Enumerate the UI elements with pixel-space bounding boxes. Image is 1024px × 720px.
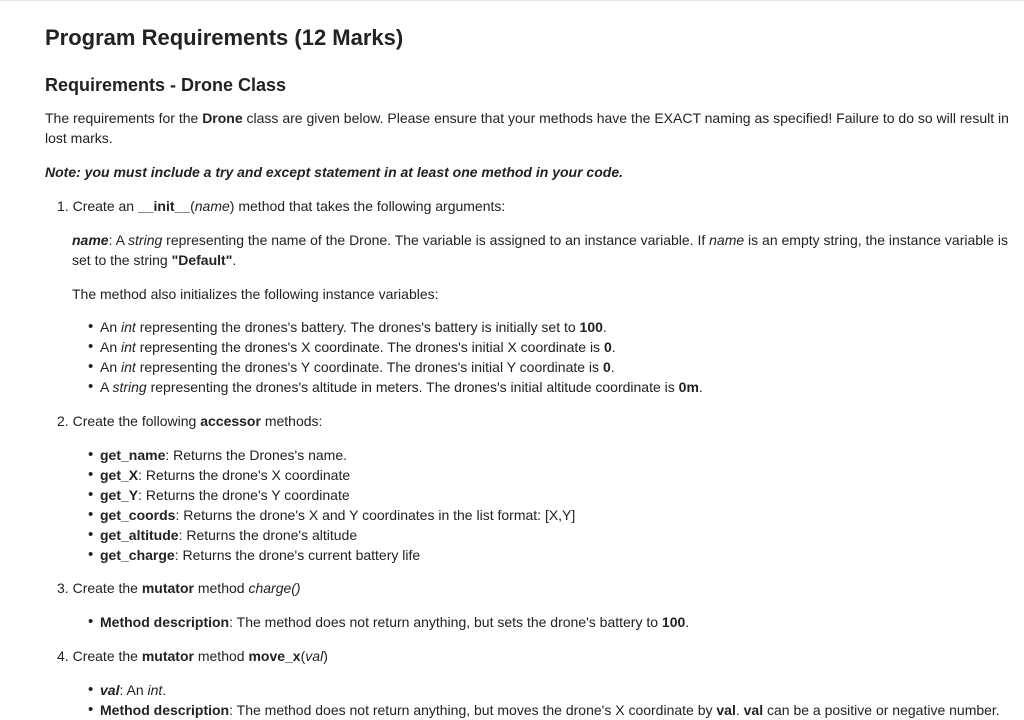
var-text: .	[611, 339, 616, 355]
val-text-2: .	[162, 682, 167, 698]
method-desc: : Returns the drone's current battery life	[174, 547, 421, 563]
step-4-arg: val	[305, 648, 324, 664]
desc-bold-2: val	[743, 702, 764, 718]
list-item	[88, 612, 689, 632]
list-item	[88, 545, 575, 565]
step-4-number: 4.	[57, 648, 69, 664]
step-2-keyword: accessor	[200, 413, 261, 429]
var-text: representing the drones's altitude in meters. The drones's initial altitude coordinate is	[146, 379, 679, 395]
method-name: get_altitude	[100, 527, 179, 543]
intro-class-name: Drone	[202, 110, 243, 126]
page-title: Program Requirements (12 Marks)	[45, 25, 404, 50]
name-arg-description	[72, 230, 1012, 270]
section-title: Requirements - Drone Class	[45, 75, 287, 95]
method-desc: : Returns the drone's altitude	[178, 527, 358, 543]
desc-label: Method description	[100, 614, 230, 630]
step-1: 1. Create an __init__(name) method that takes the following arguments:	[57, 198, 506, 214]
step-1-text-2: method that takes the following arguments:	[234, 198, 506, 214]
method-desc: : Returns the drone's Y coordinate	[138, 487, 350, 503]
note-paragraph	[45, 162, 1010, 182]
list-item	[88, 700, 1000, 720]
step-3-text-1: Create the	[72, 580, 142, 596]
desc-value: 100	[661, 614, 686, 630]
var-text: An	[100, 339, 122, 355]
desc-text-2: .	[685, 614, 690, 630]
intro-text-2: class are given below. Please ensure that your methods have the EXACT naming as specified! Failure to do so will result in lost marks.	[45, 110, 1009, 146]
list-item	[88, 317, 703, 337]
accessor-methods-list	[88, 445, 575, 565]
var-text: representing the drones's battery. The drones's battery is initially set to	[135, 319, 580, 335]
name-arg-text-2: representing the name of the Drone. The variable is assigned to an instance variable. If	[162, 232, 710, 248]
step-4-keyword: mutator	[141, 648, 194, 664]
intro-paragraph	[45, 108, 1010, 148]
var-text: representing the drones's X coordinate. The drones's initial X coordinate is	[135, 339, 604, 355]
var-type: int	[121, 359, 136, 375]
step-2-number: 2.	[57, 413, 69, 429]
step-1-text-1: Create an	[72, 198, 138, 214]
var-type: string	[112, 379, 147, 395]
step-2	[57, 411, 322, 431]
desc-bold-1: val	[716, 702, 736, 718]
desc-text-1: : The method does not return anything, but moves the drone's X coordinate by	[229, 702, 717, 718]
name-arg-type: string	[128, 232, 163, 248]
desc-text-1: : The method does not return anything, but sets the drone's battery to	[229, 614, 662, 630]
step-4-method: move_x	[248, 648, 301, 664]
step-2-text-2: methods:	[260, 413, 323, 429]
step-4-text-2: method	[193, 648, 249, 664]
note-text: Note: you must include a try and except statement in at least one method in your code.	[45, 164, 623, 180]
top-divider	[0, 0, 1024, 1]
name-arg-text-1: : A	[108, 232, 129, 248]
name-arg-label: name	[72, 232, 109, 248]
name-arg-default: "Default"	[171, 252, 233, 268]
list-item	[88, 465, 575, 485]
val-text-1: : An	[119, 682, 148, 698]
step-1-method: __init__	[137, 198, 191, 214]
var-text: A	[100, 379, 113, 395]
list-item	[88, 485, 575, 505]
charge-desc-list	[88, 612, 689, 632]
intro-text-1: The requirements for the	[45, 110, 203, 126]
step-2-text-1: Create the following	[72, 413, 201, 429]
var-value: 0m	[678, 379, 699, 395]
step-4-text-1: Create the	[72, 648, 142, 664]
var-text: An	[100, 319, 122, 335]
method-desc: : Returns the drone's X and Y coordinates in the list format: [X,Y]	[175, 507, 576, 523]
desc-text-2: .	[735, 702, 744, 718]
var-value: 100	[579, 319, 603, 335]
var-text: .	[610, 359, 615, 375]
list-item	[88, 525, 575, 545]
list-item	[88, 445, 575, 465]
method-name: get_coords	[100, 507, 176, 523]
val-label: val	[100, 682, 120, 698]
desc-text-3: can be a positive or negative number.	[763, 702, 1000, 718]
method-name: get_Y	[100, 487, 139, 503]
var-text: An	[100, 359, 122, 375]
var-value: 0	[603, 339, 612, 355]
var-type: int	[121, 339, 136, 355]
instance-vars-list	[88, 317, 703, 397]
var-text: .	[698, 379, 703, 395]
method-name: get_name	[100, 447, 166, 463]
step-3-keyword: mutator	[141, 580, 194, 596]
step-3-number: 3.	[57, 580, 69, 596]
step-3-text-2: method	[193, 580, 249, 596]
step-1-number: 1.	[57, 198, 69, 214]
move-x-list	[88, 680, 1000, 720]
var-text: representing the drones's Y coordinate. The drones's initial Y coordinate is	[135, 359, 603, 375]
method-desc: : Returns the Drones's name.	[165, 447, 348, 463]
method-name: get_X	[100, 467, 139, 483]
list-item	[88, 680, 1000, 700]
method-name: get_charge	[100, 547, 175, 563]
var-type: int	[121, 319, 136, 335]
name-arg-text-3: is an empty string, the instance variable is set to the string	[72, 232, 1008, 268]
method-desc: : Returns the drone's X coordinate	[138, 467, 351, 483]
var-value: 0	[602, 359, 611, 375]
desc-label: Method description	[100, 702, 230, 718]
list-item	[88, 337, 703, 357]
val-type: int	[147, 682, 163, 698]
step-4: 4. Create the mutator method move_x(val)	[57, 648, 328, 664]
step-1-arg: name	[194, 198, 230, 214]
name-arg-var: name	[709, 232, 745, 248]
list-item	[88, 505, 575, 525]
list-item	[88, 357, 703, 377]
name-arg-text-4: .	[232, 252, 237, 268]
list-item	[88, 377, 703, 397]
var-text: .	[602, 319, 607, 335]
init-vars-intro: The method also initializes the following instance variables:	[72, 286, 439, 302]
step-3-method: charge()	[248, 580, 301, 596]
step-3	[57, 578, 301, 598]
